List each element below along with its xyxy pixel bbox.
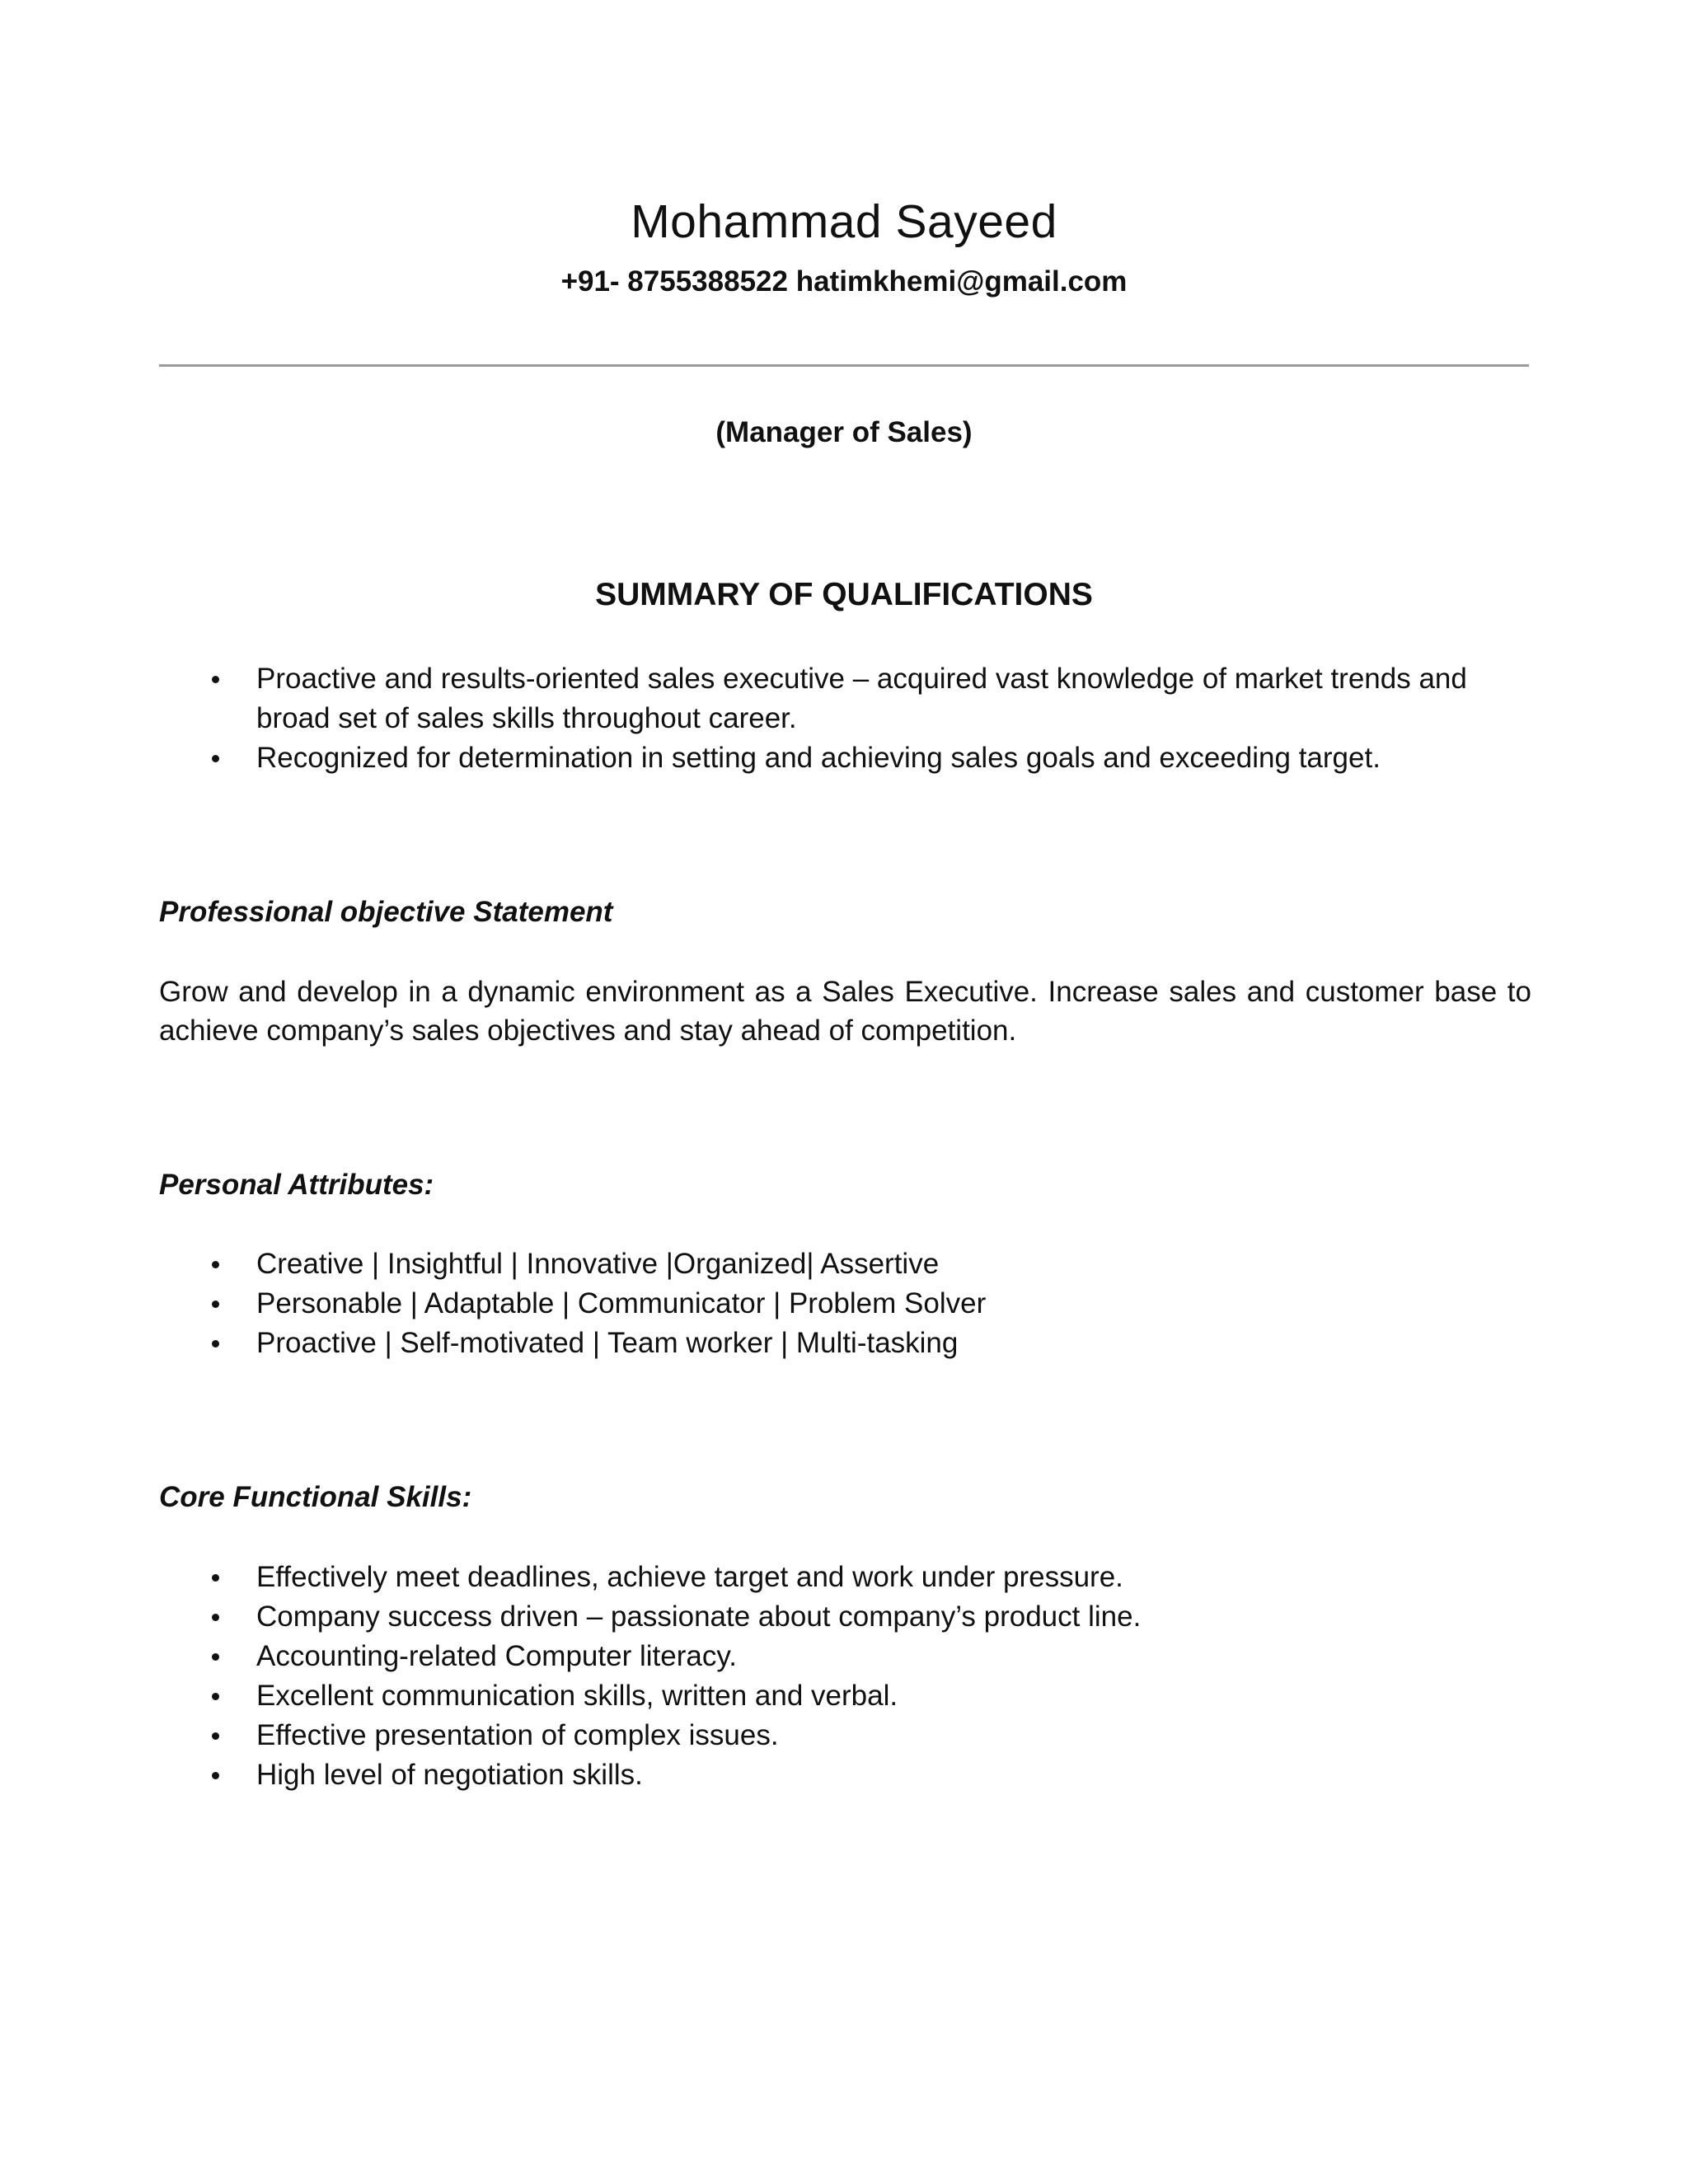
list-item bbox=[159, 1597, 1519, 1637]
list-item-text: Recognized for determination in setting and achieving sales goals and exceeding target. bbox=[256, 742, 1381, 774]
list-item-text: Creative | Insightful | Innovative |Organized| Assertive bbox=[256, 1248, 940, 1280]
list-item-text: Proactive | Self-motivated | Team worker | Multi-tasking bbox=[256, 1327, 959, 1359]
list-item-text: Proactive and results-oriented sales executive – acquired vast knowledge of market trends and broad set of sales skills throughout career. bbox=[256, 663, 1467, 734]
job-title: (Manager of Sales) bbox=[715, 416, 973, 448]
list-item bbox=[159, 659, 1519, 738]
attributes-heading: Personal Attributes: bbox=[159, 1169, 434, 1201]
bullet-icon bbox=[212, 1261, 219, 1268]
candidate-name: Mohammad Sayeed bbox=[631, 195, 1057, 248]
skills-heading: Core Functional Skills: bbox=[159, 1481, 472, 1513]
bullet-icon bbox=[212, 1340, 219, 1347]
list-item bbox=[159, 1676, 1519, 1716]
summary-heading: SUMMARY OF QUALIFICATIONS bbox=[595, 577, 1093, 612]
list-item bbox=[159, 1755, 1519, 1795]
list-item-text: Effective presentation of complex issues. bbox=[256, 1719, 779, 1751]
bullet-icon bbox=[212, 1693, 219, 1700]
list-item bbox=[159, 1244, 1519, 1284]
skills-list bbox=[159, 1558, 1519, 1795]
objective-heading: Professional objective Statement bbox=[159, 896, 613, 928]
list-item bbox=[159, 1716, 1519, 1755]
objective-text: Grow and develop in a dynamic environment as a Sales Executive. Increase sales and customer base to achieve company’s sales objectives and stay ahead of competition. bbox=[159, 976, 1531, 1047]
bullet-icon bbox=[212, 755, 219, 762]
list-item-text: Personable | Adaptable | Communicator | Problem Solver bbox=[256, 1287, 987, 1319]
list-item-text: Company success driven – passionate about company’s product line. bbox=[256, 1601, 1142, 1633]
list-item bbox=[159, 1284, 1519, 1324]
bullet-icon bbox=[212, 1614, 219, 1621]
bullet-icon bbox=[212, 1772, 219, 1779]
list-item-text: High level of negotiation skills. bbox=[256, 1759, 643, 1791]
bullet-icon bbox=[212, 1574, 219, 1582]
list-item-text: Effectively meet deadlines, achieve target and work under pressure. bbox=[256, 1561, 1123, 1593]
attributes-list bbox=[159, 1244, 1519, 1363]
list-item-text: Accounting-related Computer literacy. bbox=[256, 1640, 737, 1672]
bullet-icon bbox=[212, 1301, 219, 1308]
header-divider bbox=[159, 364, 1529, 367]
list-item bbox=[159, 738, 1519, 778]
bullet-icon bbox=[212, 1732, 219, 1740]
contact-line: +91- 8755388522 hatimkhemi@gmail.com bbox=[560, 265, 1128, 298]
list-item-text: Excellent communication skills, written and verbal. bbox=[256, 1680, 898, 1712]
list-item bbox=[159, 1558, 1519, 1597]
bullet-icon bbox=[212, 676, 219, 683]
list-item bbox=[159, 1637, 1519, 1676]
list-item bbox=[159, 1324, 1519, 1363]
summary-list bbox=[159, 659, 1519, 778]
bullet-icon bbox=[212, 1653, 219, 1661]
